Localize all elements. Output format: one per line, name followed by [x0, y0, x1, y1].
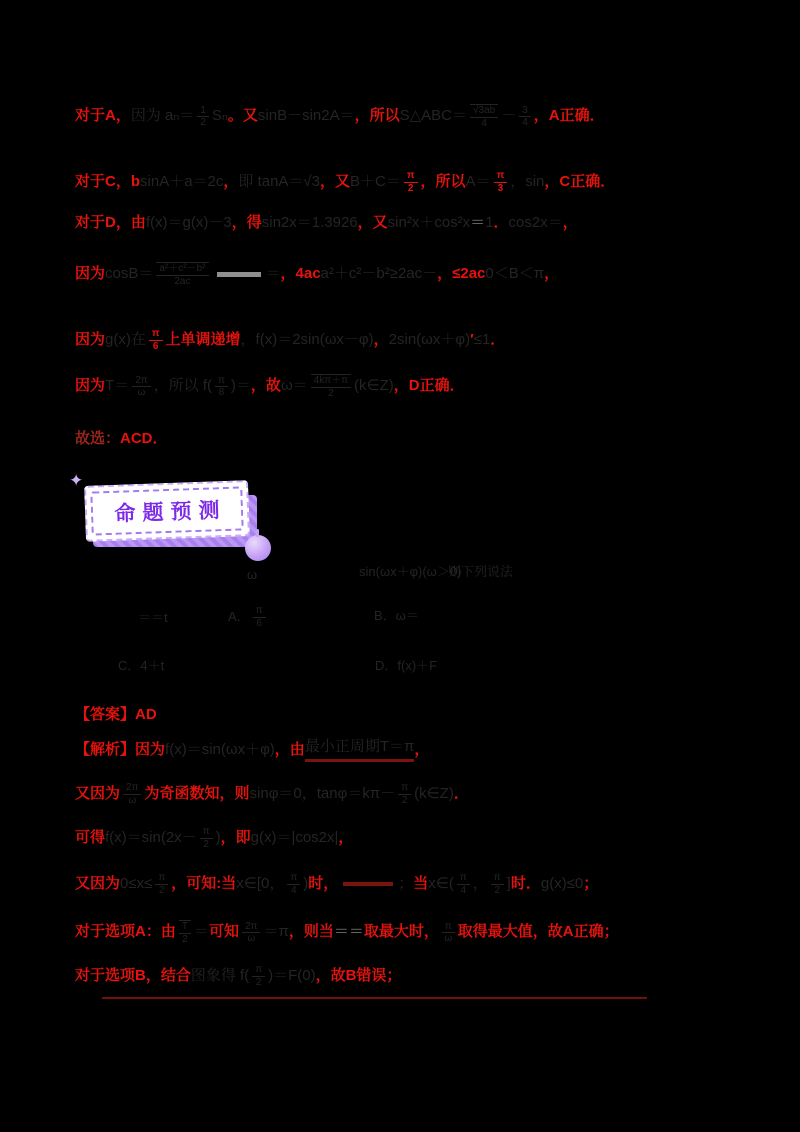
- analysis-line-1: [75, 738, 429, 762]
- fraction: $\frac{2\pi}{\omega}$: [123, 782, 141, 806]
- text-segment: B．ω＝: [374, 608, 419, 623]
- text-segment: )＝: [230, 377, 251, 395]
- fraction: $\frac{4k\pi+\pi}{2}$: [311, 374, 351, 399]
- text-segment: －: [501, 107, 517, 125]
- text-segment: ，f(x)＝2sin(ωx－φ): [240, 330, 374, 348]
- text-segment: 对于选项B，结合: [75, 966, 191, 984]
- text-segment: g(x)在: [105, 330, 146, 348]
- text-segment: ω: [247, 567, 258, 582]
- text-segment: A．: [228, 608, 250, 624]
- text-segment: ，由: [274, 740, 305, 758]
- text-segment: 又因为: [75, 874, 121, 892]
- text-segment: 时，: [308, 874, 339, 892]
- text-segment: ，4ac: [280, 265, 321, 283]
- text-segment: (k∈Z): [414, 784, 454, 802]
- text-segment: B＋C＝: [350, 172, 401, 190]
- text-segment: ；: [583, 874, 599, 892]
- topic-prediction-badge: [69, 471, 257, 549]
- text-segment: 当: [413, 874, 429, 892]
- solution-line-monotone: [75, 328, 505, 352]
- text-segment: ，所以: [354, 107, 400, 125]
- text-segment: 对于选项A：由: [75, 923, 176, 941]
- text-segment: S△ABC＝: [399, 107, 468, 125]
- text-segment: 取最大时，: [363, 923, 439, 941]
- text-segment: ＝π: [263, 923, 289, 941]
- problem-option-B: [374, 608, 419, 624]
- text-segment: sinB－sin2A＝: [257, 107, 355, 125]
- text-segment: g(x)＝|cos2x|: [250, 828, 339, 846]
- fraction: $\frac{\pi}{3}$: [494, 170, 508, 194]
- text-segment: ，: [373, 330, 389, 348]
- text-segment: ): [215, 828, 221, 846]
- text-segment: ＝＝: [333, 923, 364, 941]
- text-segment: ，所以 f(: [153, 377, 212, 395]
- text-segment: )＝F(0): [268, 966, 316, 984]
- text-segment: 【解析】: [75, 740, 136, 758]
- badge-label: 命题预测: [114, 498, 227, 526]
- text-segment: g(x)≤0: [540, 874, 584, 892]
- text-segment: ，: [414, 740, 430, 758]
- text-segment: ，故B错误；: [315, 966, 402, 984]
- text-segment: 故: [265, 377, 281, 395]
- fraction: $\frac{\pi}{4}$: [287, 872, 300, 896]
- text-segment: x∈[0，: [236, 874, 285, 892]
- text-segment: ，又: [357, 214, 388, 231]
- text-segment: 又因为: [75, 784, 121, 802]
- fraction: $\frac{\text{a²＋c²－b²}}{2ac}$: [156, 262, 208, 287]
- fraction: $\frac{\pi}{6}$: [253, 605, 266, 629]
- text-segment: f(x)＝g(x)－3: [145, 214, 232, 231]
- text-segment: 当: [221, 874, 237, 892]
- problem-fragment: [138, 610, 168, 626]
- text-segment: cos2x＝: [508, 214, 563, 231]
- text-segment: ，: [338, 828, 354, 846]
- fraction: $\frac{\pi}{2}$: [398, 782, 411, 806]
- solution-line-C: [75, 170, 615, 194]
- text-segment: T＝: [105, 377, 130, 395]
- text-segment: ′: [470, 330, 474, 348]
- text-segment: 故选：: [75, 430, 121, 447]
- text-segment: 可知: [208, 923, 239, 941]
- text-segment: 因为: [75, 330, 106, 348]
- text-segment: ，D正确．: [393, 377, 465, 395]
- text-segment: b: [130, 172, 141, 190]
- badge-card: [84, 480, 250, 542]
- fraction: $\frac{\pi}{2}$: [200, 826, 213, 850]
- text-segment: cosB＝: [105, 265, 154, 283]
- text-segment: ，sin: [510, 172, 545, 190]
- text-segment: ，A正确．: [533, 107, 605, 125]
- solution-line-cosB: [75, 262, 559, 287]
- analysis-line-3: [75, 826, 353, 850]
- underline-bar: [217, 272, 261, 277]
- text-segment: ，: [250, 377, 266, 395]
- text-segment: 因为: [135, 740, 166, 758]
- fraction: $\frac{\pi}{2}$: [491, 872, 504, 896]
- text-segment: sinA＋a＝2c: [140, 172, 224, 190]
- text-segment: ；: [398, 874, 414, 892]
- fraction: $\frac{2\pi}{\omega}$: [242, 921, 260, 945]
- fraction: $\frac{\pi}{8}$: [215, 375, 228, 399]
- text-segment: 0≤x≤: [120, 874, 153, 892]
- underline-bar: [343, 882, 393, 886]
- fraction: $\frac{\pi}{6}$: [149, 328, 163, 352]
- fraction: $\frac{\pi}{\omega}$: [442, 921, 455, 945]
- text-segment: 。又: [227, 107, 258, 125]
- text-segment: 对于A，: [75, 107, 131, 125]
- text-segment: ≤1: [473, 330, 491, 348]
- text-segment: 即 tanA＝√3: [238, 172, 321, 190]
- fraction: $\frac{T}{2}$: [179, 920, 191, 945]
- text-segment: ＝＝t: [138, 610, 168, 625]
- problem-fragment: [247, 567, 257, 583]
- text-segment: 可得: [75, 828, 106, 846]
- fraction: $\frac{2\pi}{\omega}$: [132, 375, 150, 399]
- text-segment: 上单调递增: [165, 330, 241, 348]
- text-segment: a²＋c²－b²≥2ac－: [320, 265, 438, 283]
- text-segment: ，即: [220, 828, 251, 846]
- text-segment: D．f(x)＋F: [375, 658, 438, 673]
- text-segment: ．: [490, 330, 506, 348]
- text-segment: ]: [506, 874, 511, 892]
- badge-ball-icon: [245, 535, 271, 561]
- fraction: $\frac{1}{2}$: [197, 105, 209, 129]
- text-segment: f(x)＝sin(2x－: [105, 828, 197, 846]
- text-segment: ，≤2ac: [437, 265, 486, 283]
- text-segment: ，则当: [288, 923, 334, 941]
- analysis-line-5: [75, 920, 619, 945]
- text-segment: 时．: [510, 874, 541, 892]
- text-segment: 2sin(ωx＋φ): [388, 330, 471, 348]
- text-segment: 0＜B＜π: [485, 265, 545, 283]
- underline-bar: [102, 997, 647, 999]
- text-segment: x∈(: [428, 874, 454, 892]
- text-segment: ，: [223, 172, 239, 190]
- text-segment: A＝: [465, 172, 491, 190]
- text-segment: ，: [472, 874, 488, 892]
- analysis-line-2: [75, 782, 469, 806]
- analysis-line-4: [75, 872, 598, 896]
- text-segment: ＝: [193, 923, 209, 941]
- text-segment: AD: [135, 706, 157, 723]
- text-segment: 取得最大值，故A正确；: [457, 923, 619, 941]
- text-segment: ): [303, 874, 309, 892]
- problem-fragment: [359, 564, 461, 580]
- fraction: $\frac{\pi}{2}$: [404, 170, 418, 194]
- text-segment: 因为: [75, 377, 106, 395]
- answer-choice-line: [75, 430, 168, 449]
- answer-line: [75, 706, 157, 725]
- text-segment: 因为: [75, 265, 106, 283]
- text-segment: (k∈Z): [354, 377, 394, 395]
- text-segment: 则: [234, 784, 250, 802]
- fraction: $\frac{√3ab}{4}$: [470, 104, 498, 129]
- text-segment: sin(ωx＋φ)(ω＞0): [359, 564, 462, 579]
- text-segment: 为奇函数知，: [144, 784, 235, 802]
- text-segment: ＝: [470, 214, 486, 231]
- text-segment: ，: [562, 214, 578, 231]
- text-segment: ，所以: [420, 172, 466, 190]
- solution-line-period: [75, 374, 465, 399]
- problem-fragment: [448, 564, 513, 580]
- problem-option-D: [375, 658, 437, 674]
- solution-line-D: [75, 214, 578, 233]
- fraction: $\frac{\pi}{2}$: [155, 872, 168, 896]
- fraction: $\frac{\pi}{2}$: [252, 964, 265, 988]
- text-segment: 因为 aₙ＝: [130, 107, 195, 125]
- text-segment: 图象得 f(: [190, 966, 250, 984]
- analysis-line-6: [75, 964, 401, 988]
- sparkle-icon: ✦: [69, 471, 84, 490]
- text-segment: sinφ＝0，tanφ＝kπ－: [249, 784, 396, 802]
- text-segment: 由: [130, 214, 146, 231]
- text-segment: 1: [485, 214, 494, 231]
- text-segment: 则下列说法: [448, 564, 514, 579]
- text-segment: f(x)＝sin(ωx＋φ): [165, 740, 275, 758]
- fraction: $\frac{3}{4}$: [519, 105, 531, 129]
- text-segment: ＝: [265, 265, 281, 283]
- text-segment: Sₙ: [211, 107, 228, 125]
- text-segment: ，: [231, 214, 247, 231]
- text-segment: 最小正周期T＝π: [305, 738, 415, 762]
- problem-option-C: [118, 658, 164, 674]
- text-segment: ．: [453, 784, 469, 802]
- text-segment: sin²x＋cos²x: [387, 214, 471, 231]
- text-segment: ．: [493, 214, 509, 231]
- text-segment: ，又: [320, 172, 351, 190]
- text-segment: sin2x＝1.3926: [261, 214, 358, 231]
- solution-line-A: [75, 104, 605, 129]
- text-segment: 对于D，: [75, 214, 131, 231]
- text-segment: 对于C，: [75, 172, 131, 190]
- text-segment: ，C正确．: [544, 172, 616, 190]
- text-segment: 【答案】: [75, 706, 136, 723]
- text-segment: 得: [246, 214, 262, 231]
- text-segment: C．4＋t: [118, 658, 165, 673]
- problem-option-A: [228, 605, 269, 629]
- text-segment: ω＝: [280, 377, 308, 395]
- text-segment: ，可知:: [171, 874, 222, 892]
- text-segment: ，: [544, 265, 560, 283]
- text-segment: ACD．: [120, 430, 168, 447]
- fraction: $\frac{\pi}{4}$: [457, 872, 470, 896]
- bottom-rule: [97, 997, 652, 999]
